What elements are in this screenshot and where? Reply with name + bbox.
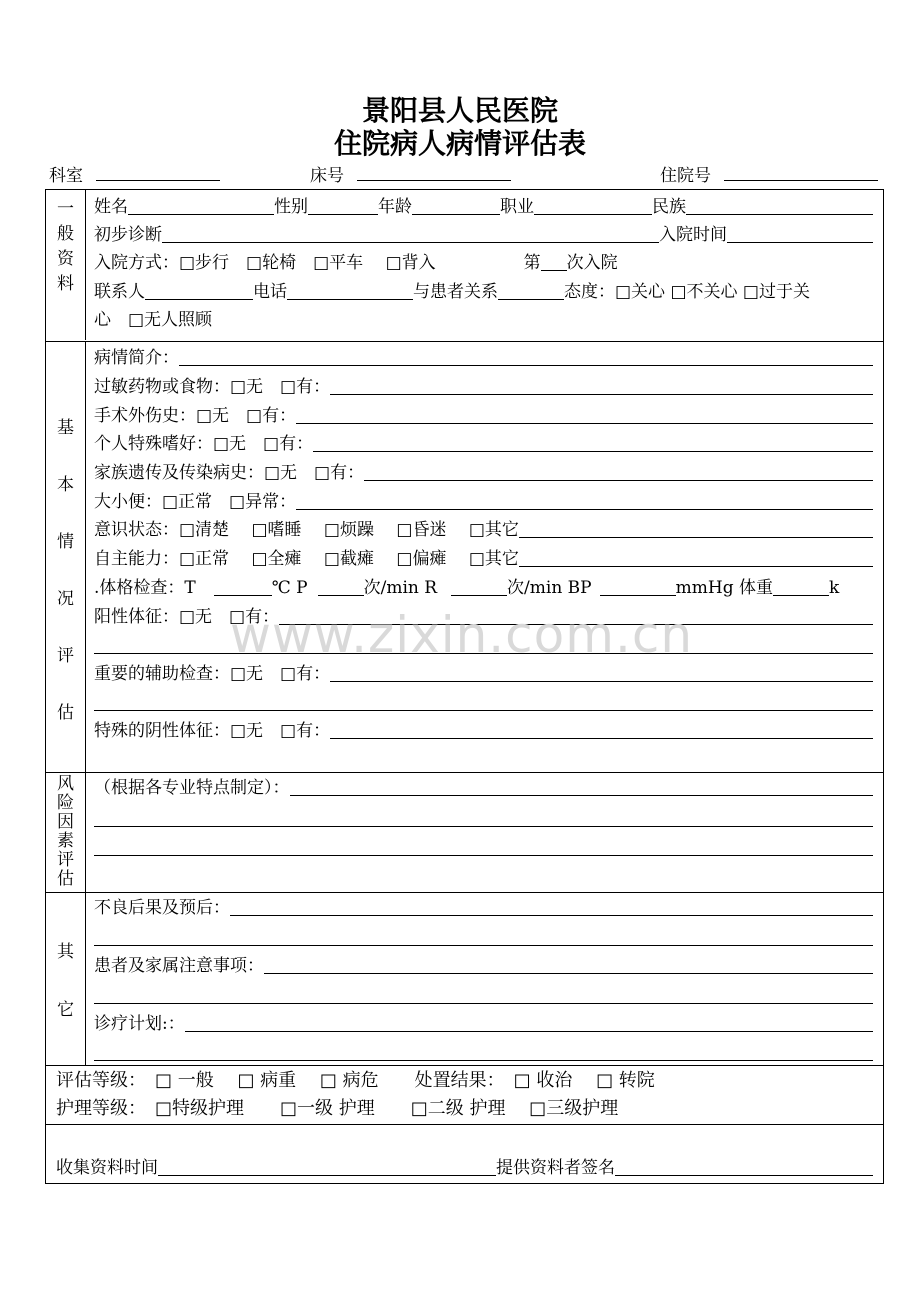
- habit-input[interactable]: [313, 451, 873, 452]
- ethnic-input[interactable]: [686, 214, 873, 215]
- assessment-table: [45, 189, 884, 1184]
- other-label: 其 它: [46, 893, 86, 1065]
- vitals-r-input[interactable]: [451, 595, 507, 596]
- signature-row: [56, 1154, 873, 1182]
- grade-section: [46, 1065, 883, 1124]
- vitals-weight-label: mmHg 体重: [675, 578, 773, 598]
- risk-line3[interactable]: [94, 855, 873, 856]
- basic-label: 基 本 情 况 评 估: [46, 342, 86, 772]
- attitude-options-cont[interactable]: 心 □无人照顾: [94, 310, 213, 330]
- risk-note: （根据各专业特点制定）：: [94, 778, 290, 798]
- diagnosis-label: 初步诊断: [94, 225, 162, 245]
- age-input[interactable]: [412, 214, 500, 215]
- vitals-t-input[interactable]: [214, 595, 272, 596]
- consciousness-other-input[interactable]: [519, 537, 873, 538]
- risk-section: [46, 772, 883, 892]
- ethnic-label: 民族: [652, 197, 686, 217]
- provider-label: 提供资料者签名: [496, 1158, 615, 1178]
- habit-label[interactable]: 个人特殊嗜好：□无 □有：: [94, 434, 314, 454]
- vitals-weight-input[interactable]: [773, 595, 829, 596]
- nursing-grade-options[interactable]: 护理等级： □特级护理 □一级 护理 □二级 护理 □三级护理: [56, 1098, 619, 1119]
- allergy-label[interactable]: 过敏药物或食物：□无 □有：: [94, 377, 331, 397]
- sex-input[interactable]: [308, 214, 378, 215]
- dept-label: 科室: [49, 166, 83, 186]
- vitals-p-input[interactable]: [318, 595, 364, 596]
- risk-label: 风 险 因 素 评 估: [46, 773, 86, 892]
- vitals-p-label: ℃ P: [271, 578, 308, 598]
- aux-exam-line2[interactable]: [94, 710, 873, 711]
- positive-signs-label[interactable]: 阳性体征：□无 □有：: [94, 607, 280, 627]
- history-summary-input[interactable]: [179, 365, 873, 366]
- basic-section: [46, 341, 883, 772]
- form-title: 住院病人病情评估表: [333, 127, 586, 160]
- collect-time-input[interactable]: [158, 1175, 496, 1176]
- job-label: 职业: [500, 197, 534, 217]
- negative-signs-input[interactable]: [330, 738, 873, 739]
- relation-label: 与患者关系: [413, 282, 498, 302]
- nth-suffix: 次入院: [566, 253, 618, 273]
- risk-input[interactable]: [290, 795, 874, 796]
- phone-input[interactable]: [287, 299, 413, 300]
- assessment-grade-options[interactable]: 评估等级： □ 一般 □ 病重 □ 病危 处置结果： □ 收治 □ 转院: [56, 1070, 655, 1091]
- relation-input[interactable]: [498, 299, 564, 300]
- nth-label: 第: [523, 253, 541, 273]
- name-label: 姓名: [94, 197, 128, 217]
- family-history-label[interactable]: 家族遗传及传染病史：□无 □有：: [94, 463, 365, 483]
- collect-time-label: 收集资料时间: [56, 1158, 158, 1178]
- admission-no-label: 住院号: [660, 166, 711, 186]
- footer-section: [46, 1124, 883, 1184]
- family-history-input[interactable]: [364, 480, 873, 481]
- hospital-name: 景阳县人民医院: [361, 94, 558, 127]
- bed-label: 床号: [310, 166, 344, 186]
- negative-signs-label[interactable]: 特殊的阴性体征：□无 □有：: [94, 721, 331, 741]
- prognosis-line2[interactable]: [94, 945, 873, 946]
- admit-time-input[interactable]: [727, 242, 873, 243]
- aux-exam-input[interactable]: [330, 681, 873, 682]
- contact-input[interactable]: [145, 299, 253, 300]
- precautions-label: 患者及家属注意事项：: [94, 956, 264, 976]
- treatment-plan-input[interactable]: [185, 1031, 873, 1032]
- precautions-input[interactable]: [264, 973, 873, 974]
- contact-label: 联系人: [94, 282, 145, 302]
- vitals-bp-label: 次/min BP: [507, 578, 592, 598]
- prognosis-input[interactable]: [230, 915, 873, 916]
- name-input[interactable]: [128, 214, 274, 215]
- watermark: www.zixin.com.cn: [230, 606, 694, 664]
- phone-label: 电话: [253, 282, 287, 302]
- allergy-input[interactable]: [330, 394, 873, 395]
- diagnosis-input[interactable]: [162, 242, 659, 243]
- dept-field[interactable]: [49, 162, 220, 188]
- vitals-bp-input[interactable]: [600, 595, 676, 596]
- general-section: [46, 190, 883, 340]
- age-label: 年龄: [378, 197, 412, 217]
- risk-line2[interactable]: [94, 826, 873, 827]
- excretion-label[interactable]: 大小便：□正常 □异常：: [94, 492, 297, 512]
- surgery-input[interactable]: [296, 423, 873, 424]
- vitals-t-label: .体格检查：T: [94, 578, 196, 598]
- vitals-weight-unit: k: [828, 578, 840, 598]
- treatment-plan-line2[interactable]: [94, 1060, 873, 1061]
- precautions-line2[interactable]: [94, 1003, 873, 1004]
- nth-input[interactable]: [541, 270, 567, 271]
- provider-signature-input[interactable]: [615, 1175, 873, 1176]
- excretion-input[interactable]: [296, 509, 873, 510]
- other-section: [46, 892, 883, 1065]
- admit-mode-options[interactable]: 入院方式：□步行 □轮椅 □平车 □背入: [94, 253, 436, 273]
- bed-field[interactable]: [310, 162, 511, 188]
- consciousness-options[interactable]: 意识状态：□清楚 □嗜睡 □烦躁 □昏迷 □其它: [94, 520, 519, 540]
- general-label: 一 般 资 料: [46, 190, 86, 340]
- treatment-plan-label: 诊疗计划:：: [94, 1014, 185, 1034]
- admit-time-label: 入院时间: [659, 225, 727, 245]
- self-care-options[interactable]: 自主能力：□正常 □全瘫 □截瘫 □偏瘫 □其它: [94, 549, 519, 569]
- history-summary-label: 病情简介：: [94, 348, 179, 368]
- attitude-options[interactable]: 态度：□关心 □不关心 □过于关: [564, 282, 810, 302]
- aux-exam-label[interactable]: 重要的辅助检查：□无 □有：: [94, 664, 331, 684]
- vitals-r-label: 次/min R: [363, 578, 438, 598]
- job-input[interactable]: [534, 214, 652, 215]
- surgery-label[interactable]: 手术外伤史：□无 □有：: [94, 406, 297, 426]
- sex-label: 性别: [274, 197, 308, 217]
- self-care-other-input[interactable]: [519, 566, 873, 567]
- admission-no-field[interactable]: [660, 162, 878, 188]
- prognosis-label: 不良后果及预后：: [94, 898, 230, 918]
